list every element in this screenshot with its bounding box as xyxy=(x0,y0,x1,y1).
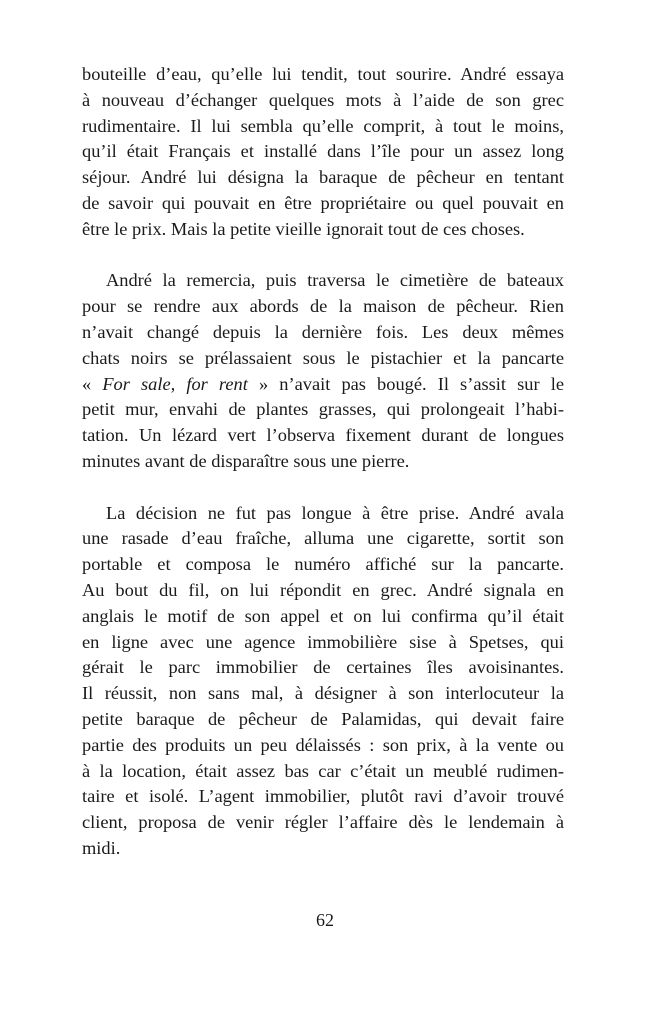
text-line xyxy=(82,372,564,398)
text-line: gérait le parc immobilier de certaines îles avoisinantes. xyxy=(82,657,564,678)
guillemet-open: « xyxy=(82,373,103,394)
sign-line-rest: » n’avait pas bougé. Il s’assit sur le xyxy=(247,373,564,394)
paragraph-spacer xyxy=(82,475,564,501)
text-line: chats noirs se prélassaient sous le pistachier et la pancarte xyxy=(82,347,564,368)
text-line: séjour. André lui désigna la baraque de pêcheur en tentant xyxy=(82,167,564,188)
paragraph-3 xyxy=(82,501,564,862)
text-line: à nouveau d’échanger quelques mots à l’aide de son grec xyxy=(82,89,564,110)
text-line: Il réussit, non sans mal, à désigner à son interlocuteur la xyxy=(82,683,564,704)
text-line: tation. Un lézard vert l’observa fixement durant de longues xyxy=(82,425,564,446)
text-line: bouteille d’eau, qu’elle lui tendit, tout sourire. André essaya xyxy=(82,64,564,84)
text-line: n’avait changé depuis la dernière fois. Les deux mêmes xyxy=(82,321,564,342)
paragraph-1 xyxy=(82,62,564,243)
text-line: minutes avant de disparaître sous une pierre. xyxy=(82,450,410,471)
text-line: client, proposa de venir régler l’affaire dès le lendemain à xyxy=(82,812,564,833)
paragraph-2 xyxy=(82,268,564,474)
text-line: La décision ne fut pas longue à être prise. André avala xyxy=(106,502,564,523)
text-line: anglais le motif de son appel et on lui confirma qu’il était xyxy=(82,605,564,626)
text-line: petit mur, envahi de plantes grasses, qui prolongeait l’habi- xyxy=(82,399,564,420)
text-line: de savoir qui pouvait en être propriétaire ou quel pouvait en xyxy=(82,192,564,213)
text-line: qu’il était Français et installé dans l’île pour un assez long xyxy=(82,141,564,162)
page-number: 62 xyxy=(316,910,334,930)
text-line: à la location, était assez bas car c’était un meublé rudimen- xyxy=(82,760,564,781)
text-line: taire et isolé. L’agent immobilier, plutôt ravi d’avoir trouvé xyxy=(82,786,564,807)
text-line: être le prix. Mais la petite vieille ignorait tout de ces choses. xyxy=(82,218,525,239)
paragraph-spacer xyxy=(82,243,564,269)
text-line: une rasade d’eau fraîche, alluma une cigarette, sortit son xyxy=(82,528,564,549)
text-line: pour se rendre aux abords de la maison de pêcheur. Rien xyxy=(82,296,564,317)
text-line: Au bout du fil, on lui répondit en grec. André signala en xyxy=(82,579,564,600)
text-line: André la remercia, puis traversa le cimetière de bateaux xyxy=(106,270,564,291)
text-line: petite baraque de pêcheur de Palamidas, qui devait faire xyxy=(82,708,564,729)
sign-text: For sale, for rent xyxy=(102,373,248,394)
book-page-body xyxy=(82,62,564,862)
text-line: portable et composa le numéro affiché sur la pancarte. xyxy=(82,554,564,575)
text-line: rudimentaire. Il lui sembla qu’elle comprit, à tout le moins, xyxy=(82,115,564,136)
text-line: partie des produits un peu délaissés : son prix, à la vente ou xyxy=(82,734,564,755)
text-line: midi. xyxy=(82,837,121,858)
text-line: en ligne avec une agence immobilière sise à Spetses, qui xyxy=(82,631,564,652)
